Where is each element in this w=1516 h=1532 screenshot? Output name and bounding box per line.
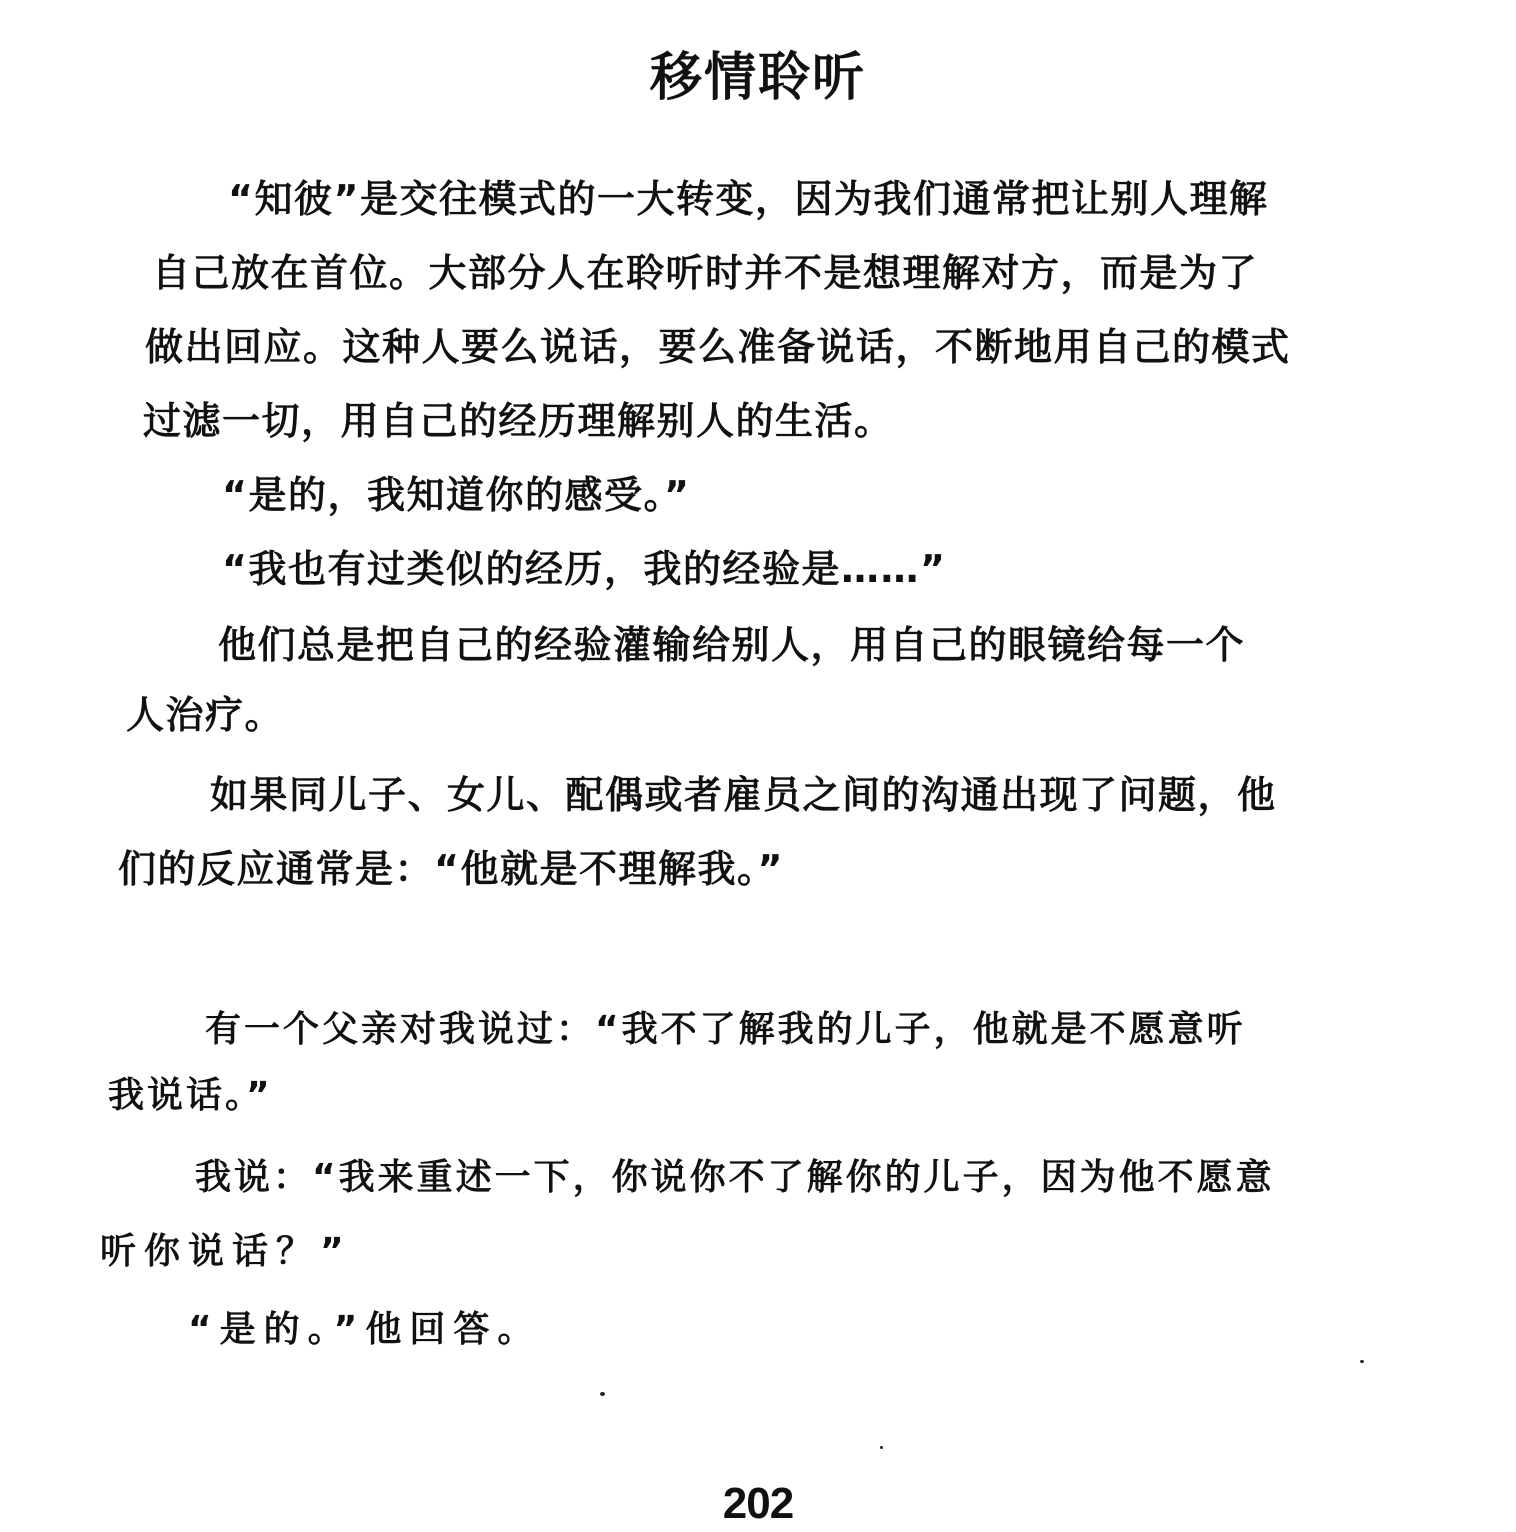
paragraph-line: 他们总是把自己的经验灌输给别人，用自己的眼镜给每一个 xyxy=(218,623,1246,667)
paragraph-line: “知彼”是交往模式的一大转变，因为我们通常把让别人理解 xyxy=(228,177,1269,221)
paragraph-line: 过滤一切，用自己的经历理解别人的生活。 xyxy=(143,399,894,443)
paragraph-line: 有一个父亲对我说过：“我不了解我的儿子，他就是不愿意听 xyxy=(205,1009,1246,1050)
paragraph-line: 我说话。” xyxy=(108,1075,273,1116)
paragraph-line: “是的。”他回答。 xyxy=(188,1309,542,1350)
scan-speck xyxy=(600,1392,605,1396)
scan-speck xyxy=(1360,1360,1364,1363)
paragraph-line: 们的反应通常是：“他就是不理解我。” xyxy=(118,847,784,891)
quote-line: “我也有过类似的经历，我的经验是……” xyxy=(222,547,947,591)
paragraph-line: 做出回应。这种人要么说话，要么准备说话，不断地用自己的模式 xyxy=(145,325,1291,369)
quote-line: “是的，我知道你的感受。” xyxy=(222,473,691,517)
paragraph-line: 如果同儿子、女儿、配偶或者雇员之间的沟通出现了问题，他 xyxy=(210,773,1277,817)
paragraph-line: 自己放在首位。大部分人在聆听时并不是想理解对方，而是为了 xyxy=(152,251,1259,295)
page-number: 202 xyxy=(722,1479,794,1528)
paragraph-line: 听你说话？” xyxy=(100,1231,352,1272)
paragraph-line: 我说：“我来重述一下，你说你不了解你的儿子，因为他不愿意 xyxy=(195,1157,1275,1198)
scan-speck xyxy=(880,1446,883,1449)
page-title: 移情聆听 xyxy=(649,48,866,108)
paragraph-line: 人治疗。 xyxy=(126,693,285,737)
